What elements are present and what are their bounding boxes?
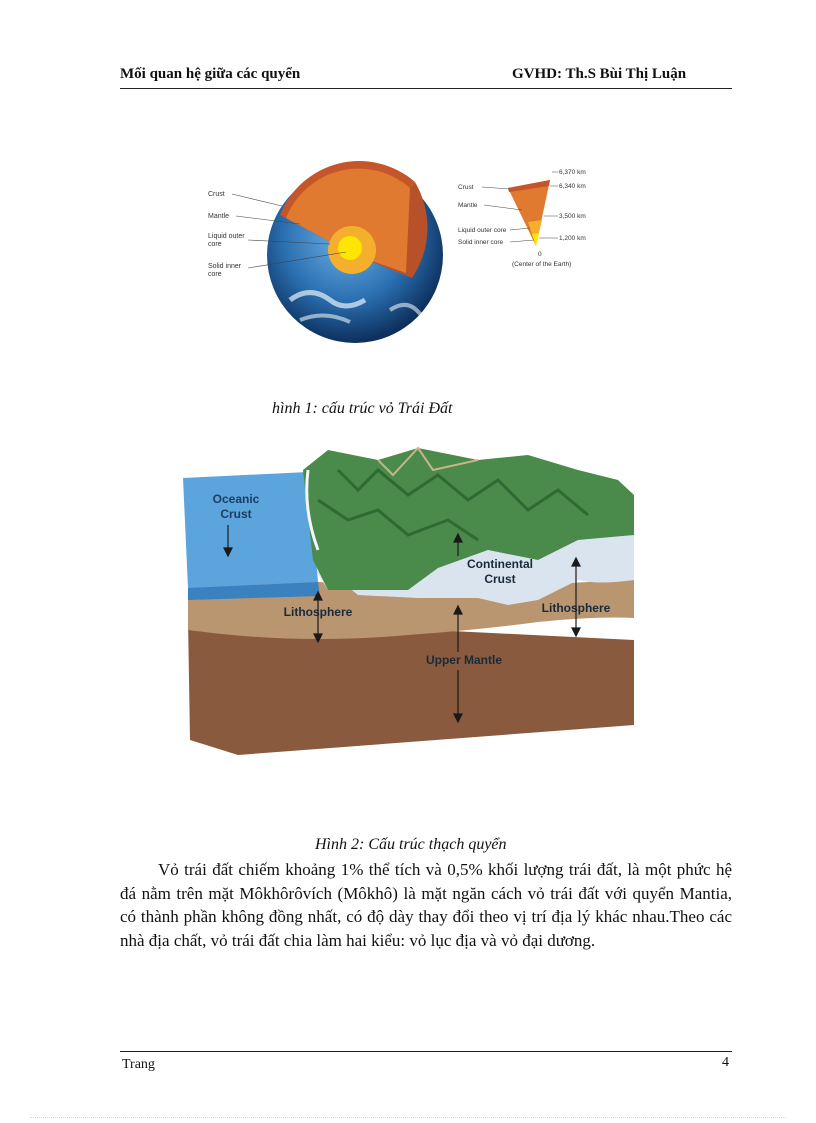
label-upper-mantle: Upper Mantle bbox=[425, 653, 503, 667]
scale-1200: 1,200 km bbox=[559, 235, 586, 242]
mantle-block bbox=[188, 618, 634, 755]
label-lithosphere-left: Lithosphere bbox=[283, 605, 353, 619]
label-liquid-outer-core-2: core bbox=[208, 241, 222, 248]
lithosphere-figure bbox=[178, 440, 634, 755]
header-title: Mối quan hệ giữa các quyển bbox=[120, 66, 301, 82]
page-number: 4 bbox=[722, 1055, 729, 1070]
label-oceanic-crust: Crust bbox=[220, 507, 252, 521]
oceanic-water bbox=[183, 472, 318, 588]
label-liquid-outer-core: Liquid outer bbox=[208, 233, 245, 240]
scale-crust: Crust bbox=[458, 184, 474, 191]
scale-6340: 6,340 km bbox=[559, 183, 586, 190]
label-mantle: Mantle bbox=[208, 213, 230, 220]
scale-6370: 6,370 km bbox=[559, 169, 586, 176]
scale-3500: 3,500 km bbox=[559, 213, 586, 220]
body-paragraph bbox=[120, 858, 732, 952]
label-solid-inner-core: Solid inner bbox=[208, 263, 242, 270]
scale-center: (Center of the Earth) bbox=[512, 261, 572, 268]
page-bottom-border bbox=[30, 1117, 786, 1118]
footer-rule bbox=[120, 1051, 732, 1052]
scale-diagram bbox=[458, 169, 586, 268]
header-instructor: GVHD: Th.S Bùi Thị Luận bbox=[512, 66, 687, 82]
inner-core bbox=[338, 236, 362, 260]
earth-structure-figure bbox=[200, 160, 610, 345]
figure1-caption: hình 1: cấu trúc vỏ Trái Đất bbox=[272, 400, 453, 417]
label-continental-crust: Crust bbox=[484, 572, 516, 586]
label-continental: Continental bbox=[467, 557, 533, 571]
label-oceanic: Oceanic bbox=[212, 492, 260, 506]
body-paragraph-text: Vỏ trái đất chiếm khoảng 1% thể tích và 0,5% khối lượng trái đất, là một phức hệ đá nằm trên mặt Môkhôrôvích (Môkhô) là mặt ngăn cách vỏ trái đất với quyển Mantia, có thành phần không đồng nhất, có độ dày thay đổi theo vị trí địa lý khác nhau.Theo các nhà địa chất, vỏ trái đất chia làm hai kiểu: vỏ lục địa và vỏ đại dương. bbox=[120, 860, 732, 950]
scale-mantle: Mantle bbox=[458, 202, 478, 209]
scale-liquid-outer-core: Liquid outer core bbox=[458, 227, 507, 234]
scale-0: 0 bbox=[538, 251, 542, 258]
scale-solid-inner-core: Solid inner core bbox=[458, 239, 504, 246]
label-crust: Crust bbox=[208, 191, 225, 198]
header-rule bbox=[120, 88, 732, 89]
label-solid-inner-core-2: core bbox=[208, 271, 222, 278]
figure2-caption: Hình 2: Cấu trúc thạch quyển bbox=[315, 836, 507, 853]
label-lithosphere-right: Lithosphere bbox=[541, 601, 611, 615]
footer-label: Trang bbox=[122, 1057, 155, 1072]
